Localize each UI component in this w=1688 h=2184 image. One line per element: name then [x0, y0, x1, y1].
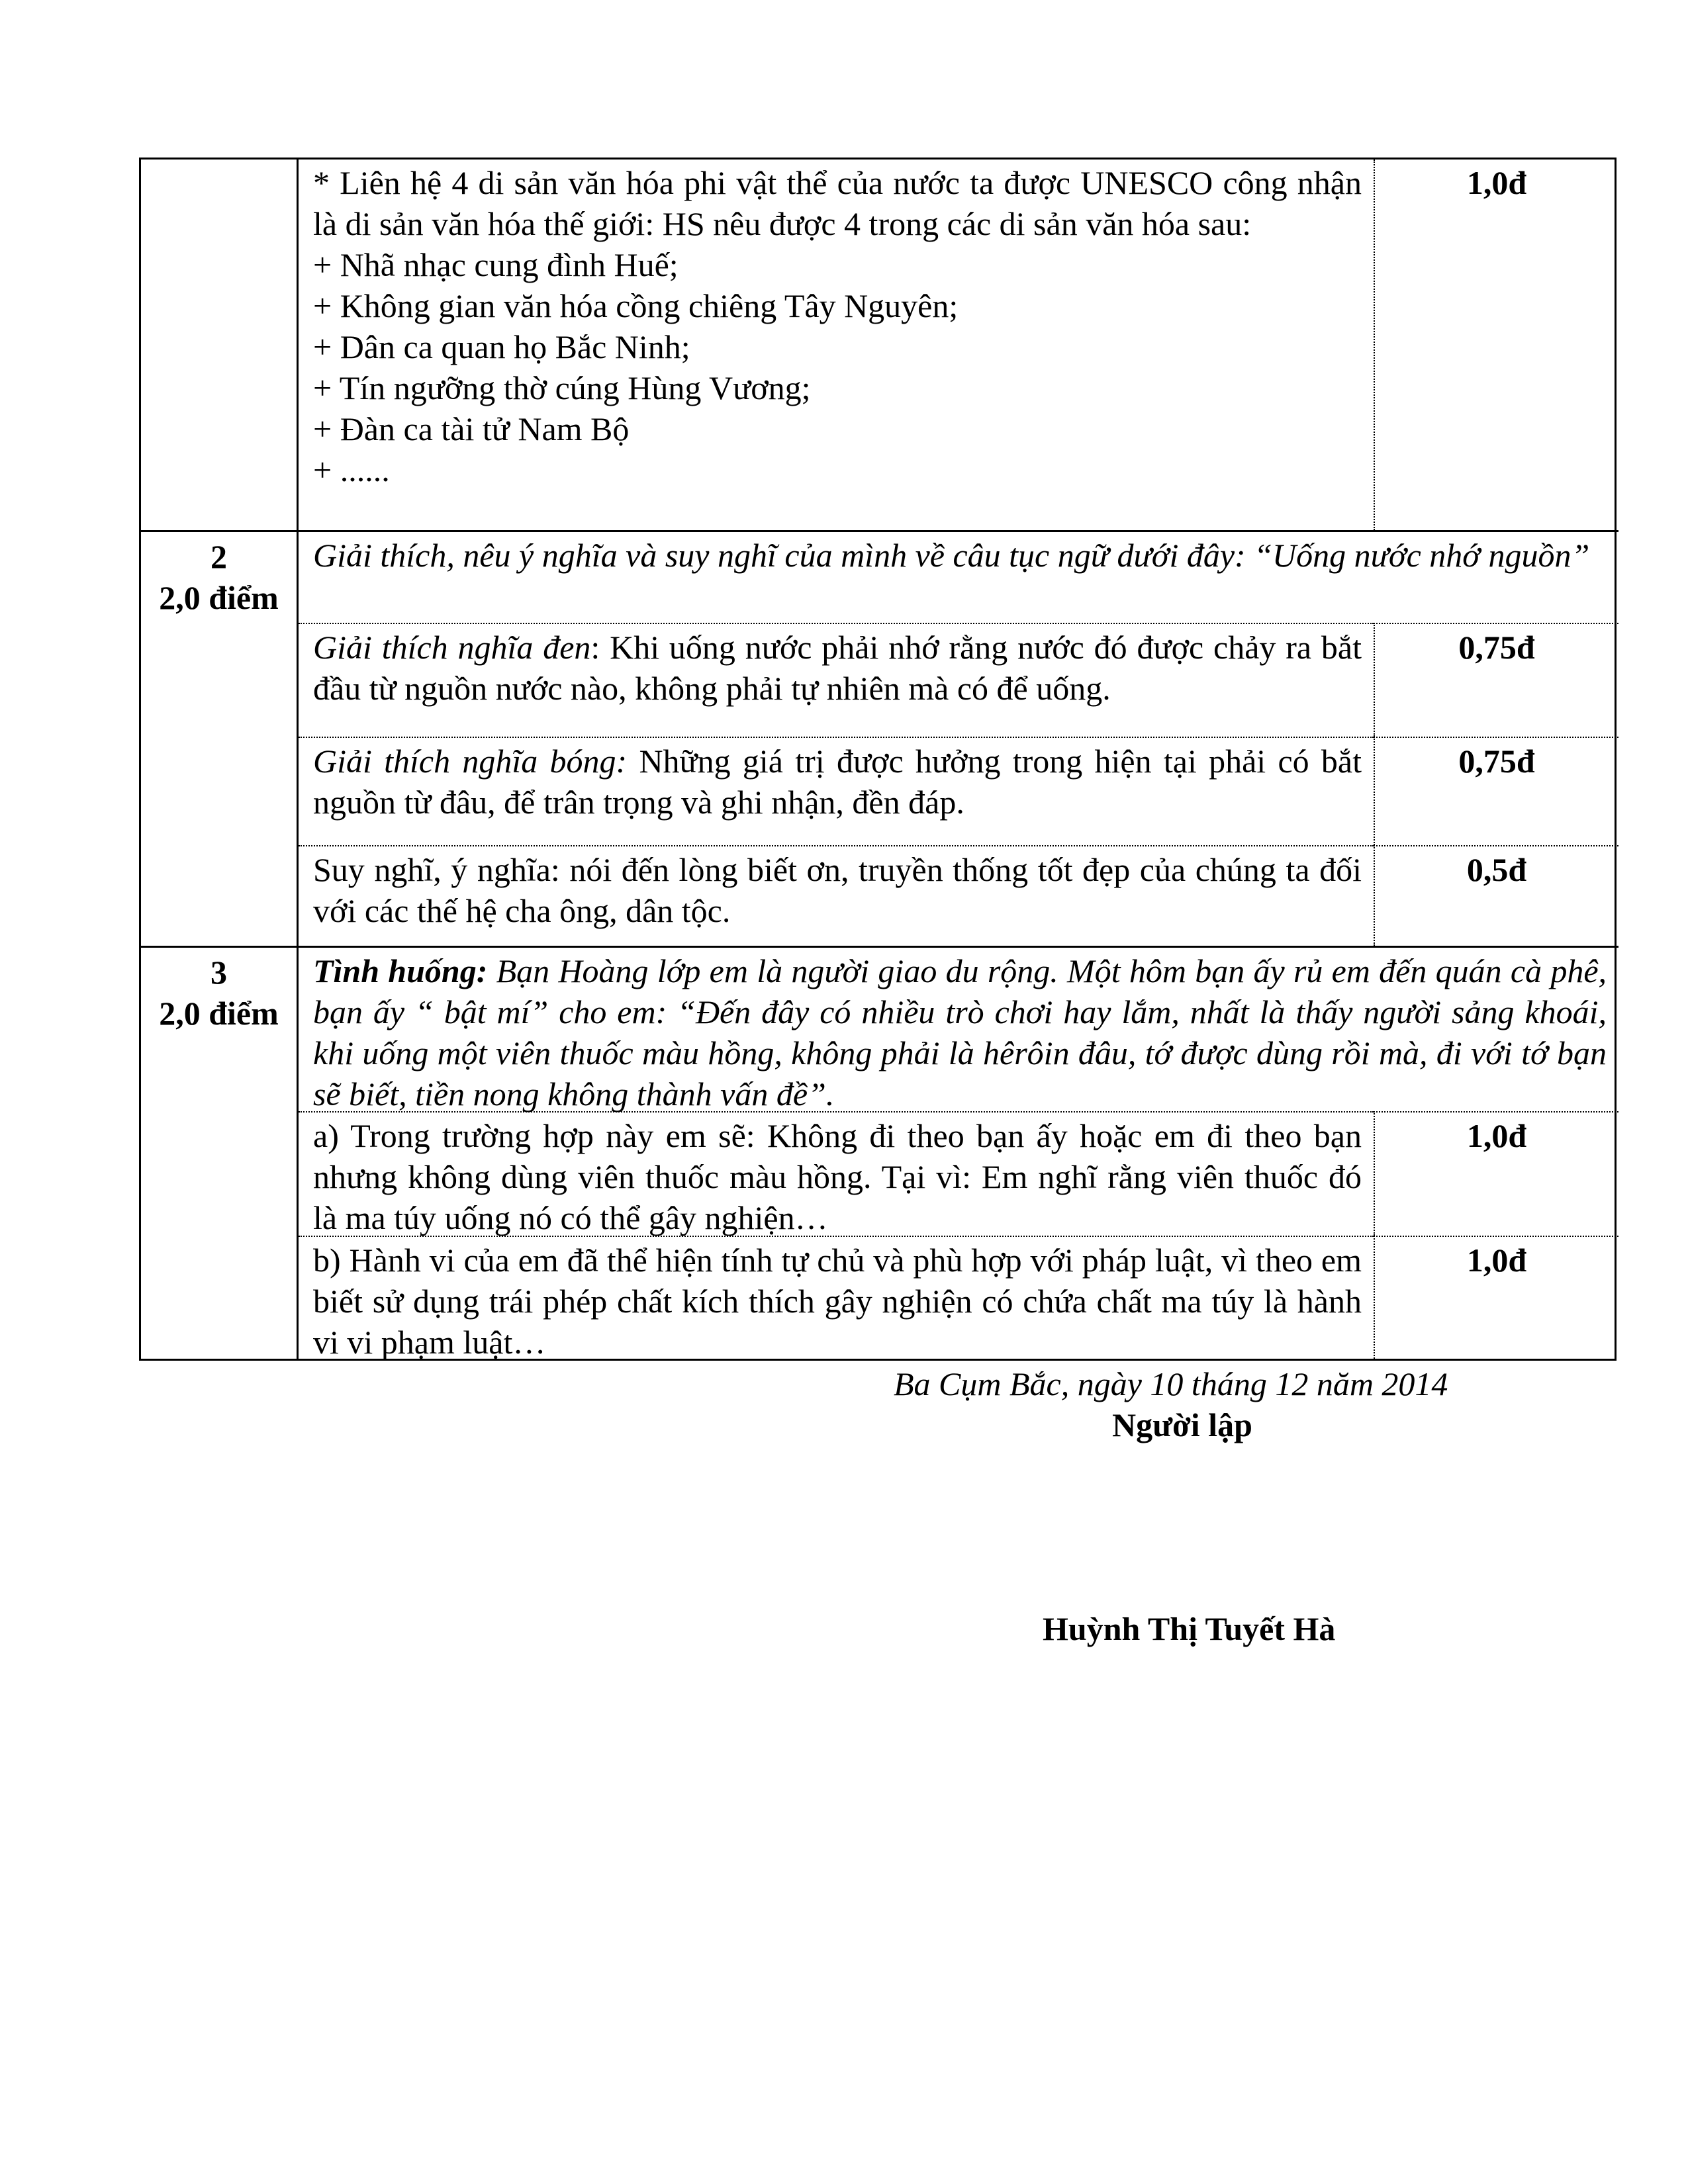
q2-row-3: [299, 845, 1374, 946]
q1-item: + Không gian văn hóa cồng chiêng Tây Nguyên;: [313, 287, 959, 324]
q1-item: + Nhã nhạc cung đình Huế;: [313, 246, 679, 283]
q2-row-1-text: : Khi uống nước phải nhớ rằng nước đó được chảy ra bắt đầu từ nguồn nước nào, không phải tự nhiên mà có để uống.: [313, 629, 1362, 707]
q2-row-1: [299, 623, 1374, 737]
q2-row-2-label: Giải thích nghĩa bóng:: [313, 743, 628, 780]
q2-row-2: [299, 737, 1374, 845]
answer-table: [139, 158, 1617, 1361]
q1-item: + Đàn ca tài tử Nam Bộ: [313, 410, 630, 447]
q3-number-cell: [141, 946, 299, 1359]
q3-situation: Bạn Hoàng lớp em là người giao du rộng. Một hôm bạn ấy rủ em đến quán cà phê, bạn ấy “ bật mí” cho em: “Đến đây có nhiều trò chơi hay lắm, nhất là thấy người sảng khoái, khi uống một viên thuốc màu hồng, không phải là hêrôin đâu, tớ được dùng rồi mà, đi với tớ bạn sẽ biết, tiền nong không thành vấn đề”.: [313, 952, 1607, 1113]
q2-number: 2: [211, 538, 227, 575]
q2-number-cell: [141, 530, 299, 946]
q2-prompt: Giải thích, nêu ý nghĩa và suy nghĩ của mình về câu tục ngữ dưới đây: “Uống nước nhớ nguồn”: [313, 537, 1590, 574]
q3-points: 2,0 điểm: [159, 995, 279, 1032]
q3-label: Tình huống:: [313, 952, 488, 989]
q2-row-1-score: 0,75đ: [1374, 623, 1618, 737]
q1-item: + Dân ca quan họ Bắc Ninh;: [313, 328, 690, 365]
q3-row-b-text: b) Hành vi của em đã thể hiện tính tự chủ và phù hợp với pháp luật, vì theo em biết sử dụng trái phép chất kích thích gây nghiện có chứa chất ma túy là hành vi vi phạm luật…: [313, 1242, 1362, 1361]
q1-number-cell: [141, 159, 299, 530]
q3-number: 3: [211, 954, 227, 991]
q2-row-2-text: Những giá trị được hưởng trong hiện tại phải có bắt nguồn từ đâu, để trân trọng và ghi nhận, đền đáp.: [313, 743, 1362, 821]
q1-score: 1,0đ: [1374, 159, 1618, 530]
q3-row-a-score: 1,0đ: [1374, 1111, 1618, 1236]
footer-role: Người lập: [1112, 1406, 1252, 1443]
q2-prompt-cell: [299, 530, 1618, 623]
footer-date: Ba Cụm Bắc, ngày 10 tháng 12 năm 2014: [894, 1365, 1448, 1402]
q2-row-3-text: Suy nghĩ, ý nghĩa: nói đến lòng biết ơn, truyền thống tốt đẹp của chúng ta đối với các thế hệ cha ông, dân tộc.: [313, 851, 1362, 929]
q3-row-b-score: 1,0đ: [1374, 1236, 1618, 1359]
q2-points: 2,0 điểm: [159, 579, 279, 616]
q2-row-2-score: 0,75đ: [1374, 737, 1618, 845]
q3-row-a-text: a) Trong trường hợp này em sẽ: Không đi theo bạn ấy hoặc em đi theo bạn nhưng không dùng viên thuốc màu hồng. Tại vì: Em nghĩ rằng viên thuốc đó là ma túy uống nó có thể gây nghiện…: [313, 1117, 1362, 1236]
footer-signer: Huỳnh Thị Tuyết Hà: [1043, 1610, 1336, 1647]
q3-row-a: [299, 1111, 1374, 1236]
q3-row-b: [299, 1236, 1374, 1359]
q1-intro: * Liên hệ 4 di sản văn hóa phi vật thể của nước ta được UNESCO công nhận là di sản văn hóa thế giới: HS nêu được 4 trong các di sản văn hóa sau:: [313, 164, 1362, 242]
q2-row-3-score: 0,5đ: [1374, 845, 1618, 946]
q1-body-cell: [299, 159, 1374, 530]
q1-item: + ......: [313, 451, 390, 488]
q1-item: + Tín ngưỡng thờ cúng Hùng Vương;: [313, 369, 811, 406]
q2-row-1-label: Giải thích nghĩa đen: [313, 629, 591, 666]
q3-situation-cell: [299, 946, 1618, 1111]
